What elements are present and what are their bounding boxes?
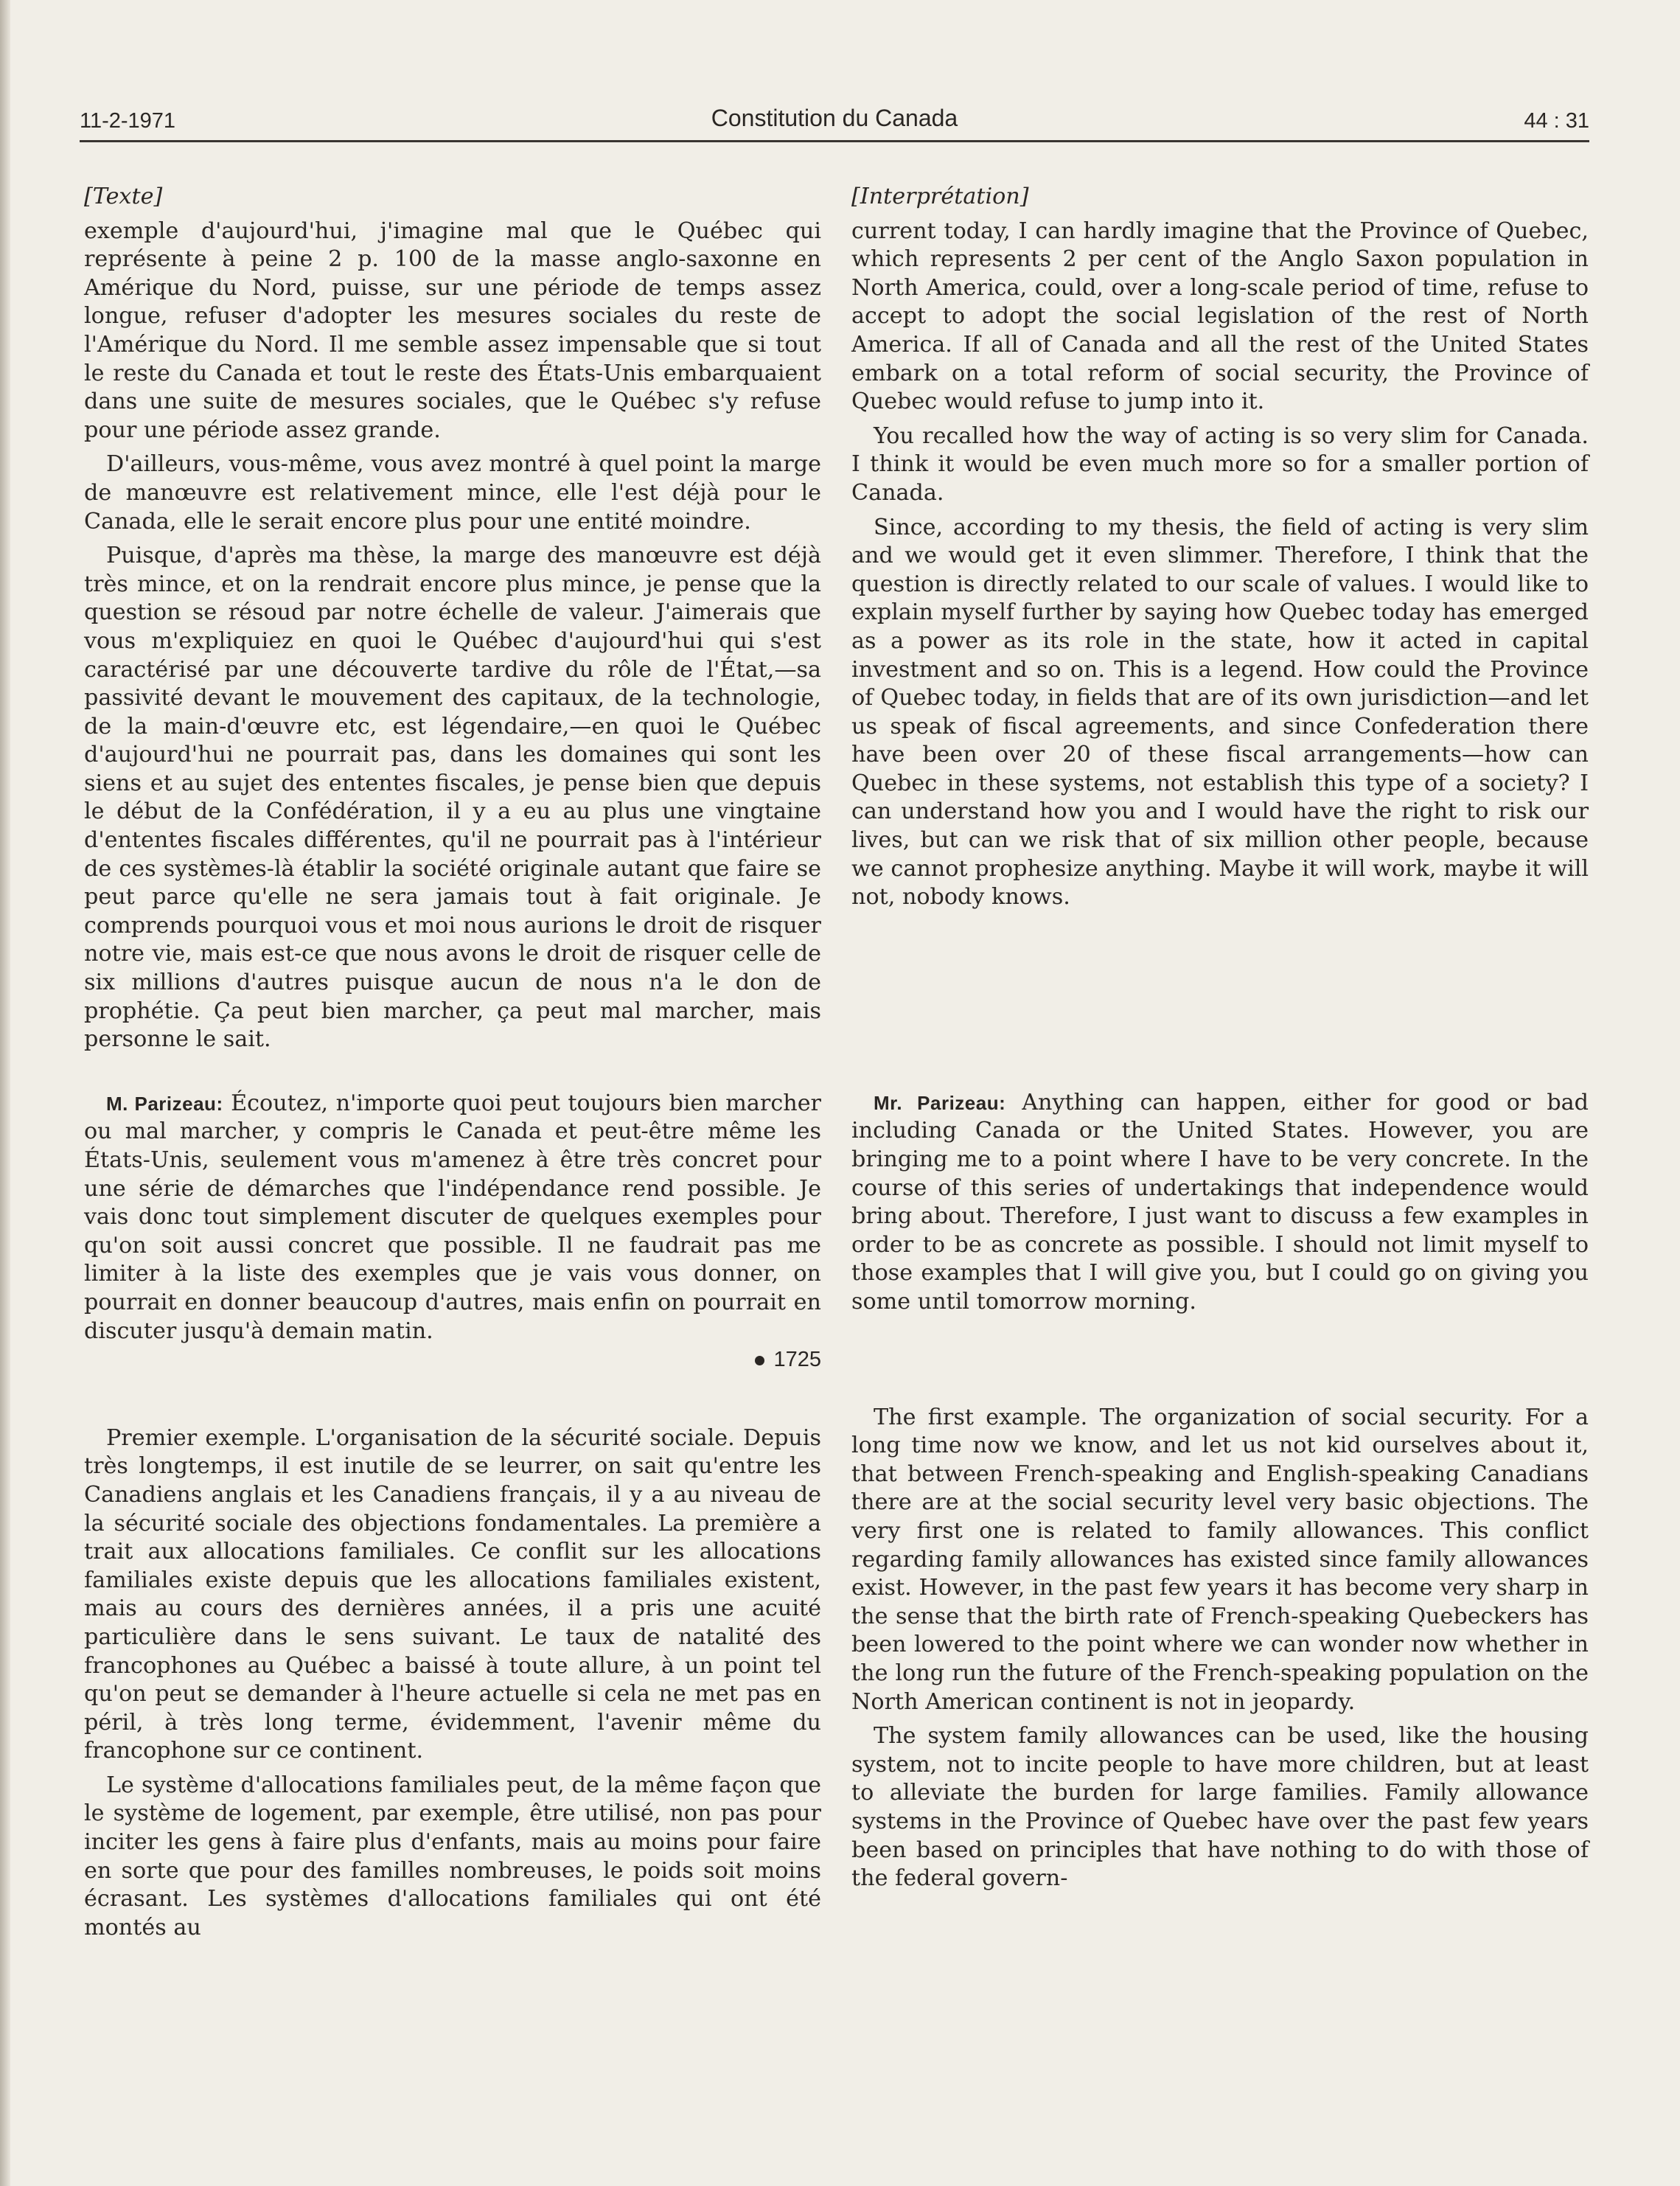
english-paragraph-2: You recalled how the way of acting is so very slim for Canada. I think it would be even much more so for a smaller portion of Canada.: [851, 422, 1589, 506]
time-marker: [84, 1346, 821, 1374]
english-column-label: [Interprétation]: [851, 184, 1029, 209]
french-paragraph-1: exemple d'aujourd'hui, j'imagine mal que le Québec qui représente à peine 2 p. 100 de la masse anglo-saxonne en Amérique du Nord, puisse, sur une période de temps assez longue, refuser d'adopter les mesures sociales du reste de l'Amérique du Nord. Il me semble assez impensable que si tout le reste du Canada et tout le reste des États-Unis embarquaient dans une suite de mesures sociales, que le Québec s'y refuse pour une période assez grande.: [84, 217, 821, 443]
french-paragraph-4-text: Écoutez, n'importe quoi peut toujours bien marcher ou mal marcher, y compris le Canada et peut-être même les États-Unis, seulement vous m'amenez à être très concret pour une série de démarches que l'indépendance rend possible. Je vais donc tout simplement discuter de quelques exemples pour qu'on soit aussi concret que possible. Il ne faudrait pas me limiter à la liste des exemples que je vais vous donner, on pourrait en donner beaucoup d'autres, mais enfin on pourrait en discuter jusqu'à demain matin.: [84, 1090, 821, 1344]
french-paragraph-3: Puisque, d'après ma thèse, la marge des manœuvre est déjà très mince, et on la rendrait encore plus mince, je pense que la question se résoud par notre échelle de valeur. J'aimerais que vous m'expliquiez en quoi le Québec d'aujourd'hui qui s'est caractérisé par une découverte tardive du rôle de l'État,—sa passivité devant le mouvement des capitaux, de la technologie, de la main-d'œuvre etc, est légendaire,—en quoi le Québec d'aujourd'hui ne pourrait pas, dans les domaines qui sont les siens et au sujet des ententes fiscales, je pense bien que depuis le début de la Confédération, il y a eu au plus une vingtaine d'ententes fiscales différentes, qu'il ne pourrait pas à l'intérieur de ces systèmes-là établir la société originale autant que faire se peut parce qu'elle ne sera jamais tout à fait originale. Je comprends pourquoi vous et moi nous aurions le droit de risquer notre vie, mais est-ce que nous avons le droit de risquer celle de six millions d'autres puisque aucun de nous n'a le don de prophétie. Ça peut bien marcher, ça peut mal marcher, mais personne le sait.: [84, 543, 821, 1053]
french-paragraph-4: [84, 1090, 821, 1346]
french-paragraph-2: D'ailleurs, vous-même, vous avez montré à quel point la marge de manœuvre est relativement mince, elle l'est déjà pour le Canada, elle le serait encore plus pour une entité moindre.: [84, 451, 821, 535]
english-paragraph-6: The system family allowances can be used, like the housing system, not to incite people to have more children, but at least to alleviate the burden for large families. Family allowance systems in the Province of Quebec have over the past few years been based on principles that have nothing to do with those of the federal govern-: [851, 1723, 1589, 1892]
running-header: [80, 105, 1589, 142]
time-marker-text: 1725: [773, 1348, 821, 1372]
french-column-label: [Texte]: [84, 184, 163, 209]
header-page-number: 44 : 31: [1524, 109, 1589, 133]
english-column: [851, 183, 1589, 1893]
french-column: [84, 183, 821, 1942]
header-date: 11-2-1971: [80, 109, 176, 133]
french-paragraph-6: Le système d'allocations familiales peut, de la même façon que le système de logement, par exemple, être utilisé, non pas pour inciter les gens à faire plus d'enfants, mais au moins pour faire en sorte que pour des familles nombreuses, le poids soit moins écrasant. Les systèmes d'allocations familiales qui ont été montés au: [84, 1772, 821, 1940]
french-speaker-name: M. Parizeau:: [106, 1092, 223, 1115]
english-paragraph-3: Since, according to my thesis, the field of acting is very slim and we would get it even slimmer. Therefore, I think that the question is directly related to our scale of values. I would like to explain myself further by saying how Quebec today has emerged as a power as its role in the state, how it acted in capital investment and so on. This is a legend. How could the Province of Quebec today, in fields that are of its own jurisdiction—and let us speak of fiscal agreements, and since Confederation there have been over 20 of these fiscal arrangements—how can Quebec in these systems, not establish this type of a society? I can understand how you and I would have the right to risk our lives, but can we risk that of six million other people, because we cannot prophesize anything. Maybe it will work, maybe it will not, nobody knows.: [851, 514, 1589, 911]
header-title: Constitution du Canada: [711, 105, 958, 131]
bullet-dot-icon: [755, 1356, 764, 1365]
english-paragraph-4-text: Anything can happen, either for good or bad including Canada or the United States. However, you are bringing me to a point where I have to be very concrete. In the course of this series of undertakings that independence would bring about. Therefore, I just want to discuss a few examples in order to be as concrete as possible. I should not limit myself to those examples that I will give you, but I could go on giving you some until tomorrow morning.: [851, 1089, 1589, 1315]
page-edge-shadow: [0, 0, 10, 2186]
english-paragraph-5: The first example. The organization of social security. For a long time now we know, and let us not kid ourselves about it, that between French-speaking and English-speaking Canadians there are at the social security level very basic objections. The very first one is related to family allowances. This conflict regarding family allowances has existed since family allowances exist. However, in the past few years it has become very sharp in the sense that the birth rate of French-speaking Quebeckers has been lowered to the point where we can wonder now whether in the long run the future of the French-speaking population on the North American continent is not in jeopardy.: [851, 1404, 1589, 1715]
english-speaker-name: Mr. Parizeau:: [874, 1091, 1006, 1114]
english-paragraph-4: [851, 1089, 1589, 1317]
french-paragraph-5: Premier exemple. L'organisation de la sécurité sociale. Depuis très longtemps, il est inutile de se leurrer, on sait qu'entre les Canadiens anglais et les Canadiens français, il y a au niveau de la sécurité sociale des objections fondamentales. La première a trait aux allocations familiales. Ce conflit sur les allocations familiales existe depuis que les allocations familiales existent, mais au cours des dernières années, il a pris une acuité particulière dans le sens suivant. Le taux de natalité des francophones au Québec a baissé à toute allure, à un point tel qu'on peut se demander à l'heure actuelle si cela ne met pas en péril, à très long terme, évidemment, l'avenir même du francophone sur ce continent.: [84, 1424, 821, 1764]
english-paragraph-1: current today, I can hardly imagine that the Province of Quebec, which represents 2 per cent of the Anglo Saxon population in North America, could, over a long-scale period of time, refuse to accept to adopt the social legislation of the rest of North America. If all of Canada and all the rest of the United States embark on a total reform of social security, the Province of Quebec would refuse to jump into it.: [851, 217, 1589, 415]
